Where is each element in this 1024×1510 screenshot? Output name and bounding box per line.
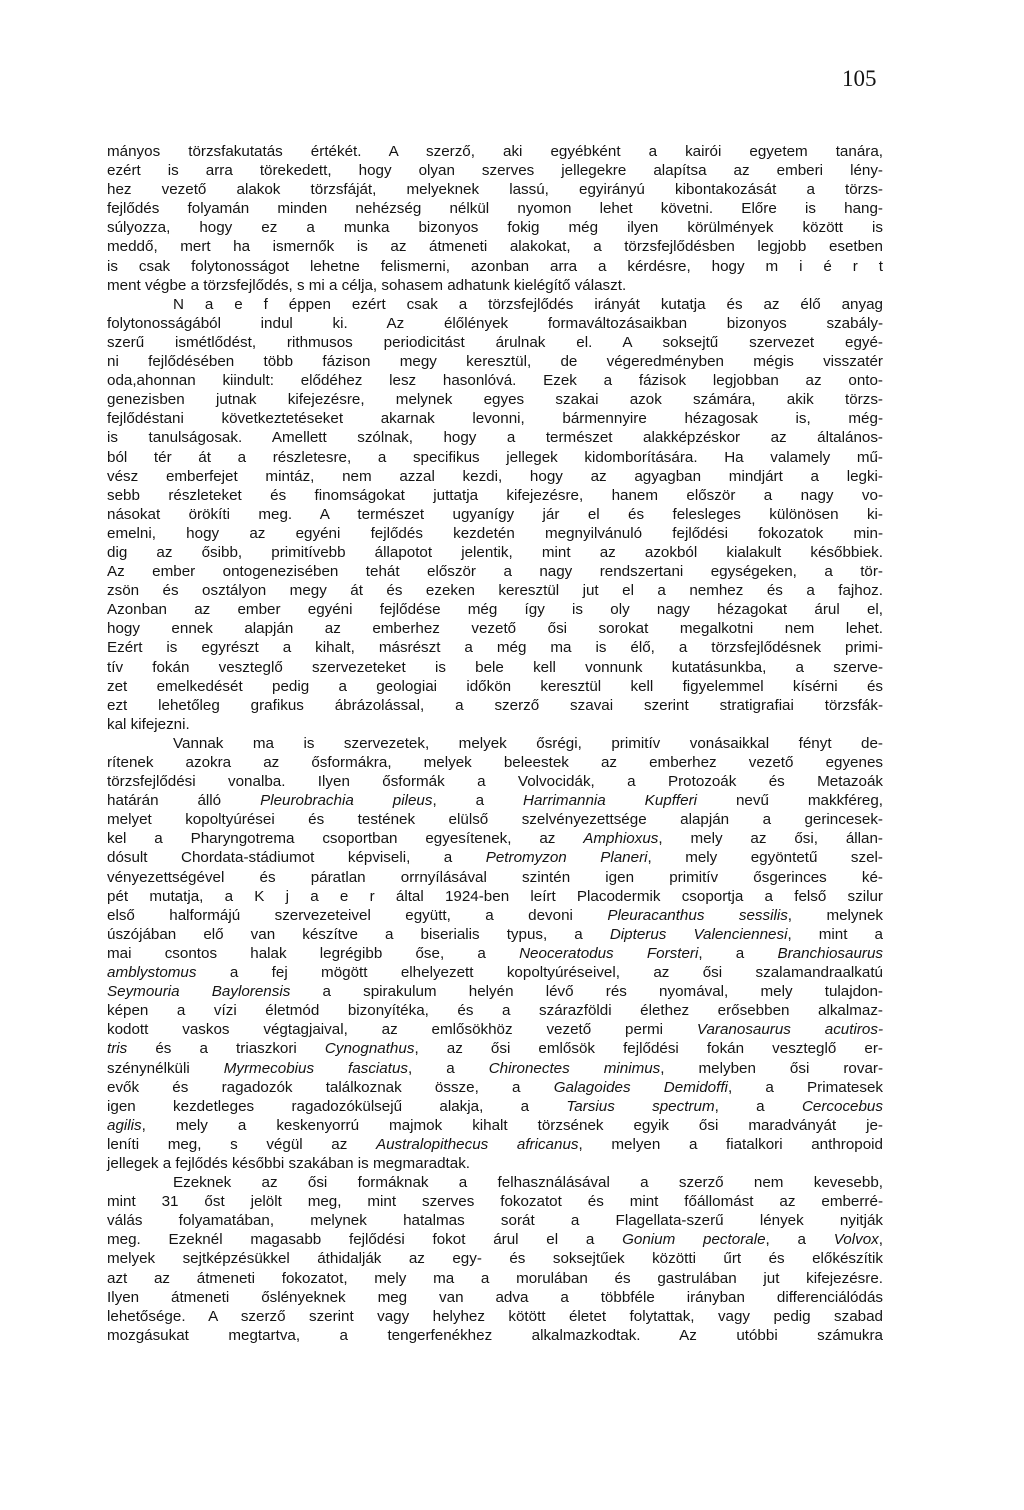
text-line: Ezeknek az ősi formáknak a felhasználásával a szerző nem kevesebb,: [173, 1174, 883, 1192]
text-line: is tanulságosak. Amellett szólnak, hogy a természet alakképzéskor az általános-: [107, 429, 883, 447]
text-line: tív fokán veszteglő szervezeteket is bele kell vonnunk kutatásunkba, a szerve-: [107, 658, 883, 676]
body-text: [107, 142, 883, 1345]
text-line: szerű ismétlődést, rithmusos periodicitást árulnak el. A soksejtű szervezet egyé-: [107, 333, 883, 351]
text-line: lehetősége. A szerző szerint vagy helyhez kötött életet folytattak, vagy pedig szabad: [107, 1307, 883, 1325]
text-line: Seymouria Baylorensis a spirakulum helyén lévő rés nyomával, mely tulajdon-: [107, 983, 883, 1001]
text-line: kodott vaskos végtagjaival, az emlősökhöz vezető permi Varanosaurus acutiros-: [107, 1021, 883, 1039]
text-line: folytonosságából indul ki. Az élőlények formaváltozásaikban bizonyos szabály-: [107, 314, 883, 332]
text-line: evők és ragadozók találkoznak össze, a Galagoides Demidoffi, a Primatesek: [107, 1078, 884, 1096]
text-line: N a e f éppen ezért csak a törzsfejlődés irányát kutatja és az élő anyag: [173, 295, 883, 313]
text-line: dósult Chordata-stádiumot képviseli, a Petromyzon Planeri, mely egyöntetű szel-: [107, 849, 883, 867]
text-line: pét mutatja, a K j a e r által 1924-ben leírt Placodermik csoportja a felső szilur: [107, 887, 883, 905]
text-line: jellegek a fejlődés későbbi szakában is megmaradtak.: [107, 1154, 471, 1172]
text-line: oda,ahonnan kiindult: elődéhez lesz hasonlóvá. Ezek a fázisok legjobban az onto-: [107, 372, 883, 390]
text-line: vész emberfejet mintáz, nem azzal kezdi, hogy az agyagban mindjárt a legki-: [107, 467, 883, 485]
text-line: Vannak ma is szervezetek, melyek ősrégi, primitív vonásaikkal fényt de-: [173, 734, 883, 752]
text-line: kel a Pharyngotrema csoportban egyesítenek, az Amphioxus, mely az ősi, állan-: [107, 830, 883, 848]
text-line: zet emelkedését pedig a geologiai időkön keresztül kell figyelemmel kísérni és: [107, 677, 883, 695]
text-line: vényezettségével és páratlan orrnyílásával szintén igen primitív ősgerinces ké-: [107, 868, 883, 886]
text-line: mai csontos halak legrégibb őse, a Neoceratodus Forsteri, a Branchiosaurus: [107, 944, 883, 962]
text-line: agilis, mely a keskenyorrú majmok kihalt törzsének egyik ősi maradványát je-: [107, 1116, 883, 1134]
text-line: ni fejlődésében több fázison megy keresztül, de végeredményben mégis visszatér: [107, 353, 883, 371]
text-line: ment végbe a törzsfejlődés, s mi a célja, sohasem adhatunk kielégítő választ.: [107, 276, 627, 294]
text-line: fejlődéstani következtetéseket akarnak levonni, bármennyire hézagosak is, még-: [107, 410, 883, 428]
text-line: Ezért is egyrészt a kihalt, másrészt a még ma is élő, a törzsfejlődésnek primi-: [107, 639, 883, 657]
text-line: kal kifejezni.: [107, 715, 190, 733]
page-number: 105: [842, 66, 877, 91]
text-line: is csak folytonosságot lehetne felismerni, azonban arra a kérdésre, hogy m i é r t: [107, 257, 883, 275]
text-line: mozgásukat megtartva, a tengerfenékhez alkalmazkodtak. Az utóbbi számukra: [107, 1326, 883, 1344]
text-line: mányos törzsfakutatás értékét. A szerző, aki egyébként a kairói egyetem tanára,: [107, 143, 883, 160]
text-line: ezért is arra törekedett, hogy olyan szerves jellegekre alapítsa az emberi lény-: [107, 162, 883, 180]
text-line: képen a vízi életmód bizonyítéka, és a szárazföldi élethez erősebben alkalmaz-: [107, 1002, 883, 1020]
text-line: amblystomus a fej mögött elhelyezett kopoltyúréseivel, az ősi szalamandraalkatú: [107, 964, 883, 982]
text-line: emelni, hogy az egyéni fejlődés kezdetén megnyilvánuló fejlődési fokozatok min-: [107, 524, 883, 542]
text-line: meddő, mert ha ismernők is az átmeneti alakokat, a törzsfejlődésben legjobb esetben: [107, 238, 883, 256]
text-line: sebb részleteket és finomságokat juttatja kifejezésre, hanem először a nagy vo-: [107, 486, 883, 504]
text-line: ezt lehetőleg grafikus ábrázolással, a szerző szavai szerint stratigrafiai törzsfák-: [107, 696, 883, 714]
text-line: Ilyen átmeneti őslényeknek meg van adva a többféle irányban differenciálódás: [107, 1288, 883, 1306]
text-line: melyek sejtképzésükkel áthidalják az egy- és soksejtűek közötti űrt és előkészítik: [107, 1250, 883, 1268]
text-line: ból tér át a részletesre, a specifikus jellegek kidomborítására. Ha valamely mű-: [107, 448, 883, 466]
text-line: melyet kopoltyúrései és testének elülső szelvényezettsége alapján a gerincesek-: [107, 811, 883, 829]
text-line: határán álló Pleurobrachia pileus, a Harrimannia Kupfferi nevű makkféreg,: [107, 792, 883, 810]
text-line: rítenek azokra az ősformákra, melyek beleestek az emberhez vezető egyenes: [107, 754, 883, 771]
text-line: dig az ősibb, primitívebb állapotot jelentik, mint az azokból kialakult későbbiek.: [107, 543, 883, 561]
text-line: azt az átmeneti fokozatot, mely ma a morulában és gastrulában jut kifejezésre.: [107, 1269, 883, 1287]
text-line: tris és a triaszkori Cynognathus, az ősi emlősök fejlődési fokán veszteglő er-: [107, 1040, 883, 1058]
text-line: szénynélküli Myrmecobius fasciatus, a Chironectes minimus, melyben ősi rovar-: [107, 1059, 884, 1077]
text-line: súlyozza, hogy ez a munka bizonyos fokig még ilyen körülmények között is: [107, 219, 883, 237]
text-line: igen kezdetleges ragadozókülsejű alakja, a Tarsius spectrum, a Cercocebus: [107, 1097, 883, 1115]
text-line: meg. Ezeknél magasabb fejlődési fokot árul el a Gonium pectorale, a Volvox,: [107, 1231, 883, 1249]
text-line: leníti meg, s végül az Australopithecus africanus, melyen a fiatalkori anthropoid: [107, 1135, 883, 1153]
text-line: hez vezető alakok törzsfáját, melyeknek lassú, egyirányú kibontakozását a törzs-: [107, 181, 883, 199]
text-line: mint 31 őst jelölt meg, mint szerves fokozatot és mint főállomást az emberré-: [107, 1193, 883, 1211]
text-line: úszójában elő van készítve a biserialis typus, a Dipterus Valenciennesi, mint a: [107, 925, 883, 943]
text-line: válás folyamatában, melynek hatalmas sorát a Flagellata-szerű lények nyitják: [107, 1212, 883, 1230]
text-line: genezisben jutnak kifejezésre, melynek egyes szakai azok számára, akik törzs-: [107, 391, 883, 409]
text-line: első halformájú szervezeteivel együtt, a devoni Pleuracanthus sessilis, melynek: [107, 906, 883, 924]
text-line: zsön és osztályon megy át és ezeken keresztül jut el a nemhez és a fajhoz.: [107, 582, 883, 600]
text-line: hogy ennek alapján az emberhez vezető ősi sorokat megalkotni nem lehet.: [107, 620, 883, 638]
text-line: násokat örökíti meg. A természet ugyanígy jár el és felesleges különösen ki-: [107, 505, 883, 523]
text-line: Az ember ontogenezisében tehát először a nagy rendszertani egységeken, a tör-: [107, 563, 883, 581]
text-line: fejlődés folyamán minden nehézség nélkül nyomon lehet követni. Előre is hang-: [107, 200, 883, 218]
text-line: törzsfejlődési vonalba. Ilyen ősformák a Volvocidák, a Protozoák és Metazoák: [107, 773, 883, 791]
text-line: Azonban az ember egyéni fejlődése még így is oly nagy hézagokat árul el,: [107, 601, 883, 619]
